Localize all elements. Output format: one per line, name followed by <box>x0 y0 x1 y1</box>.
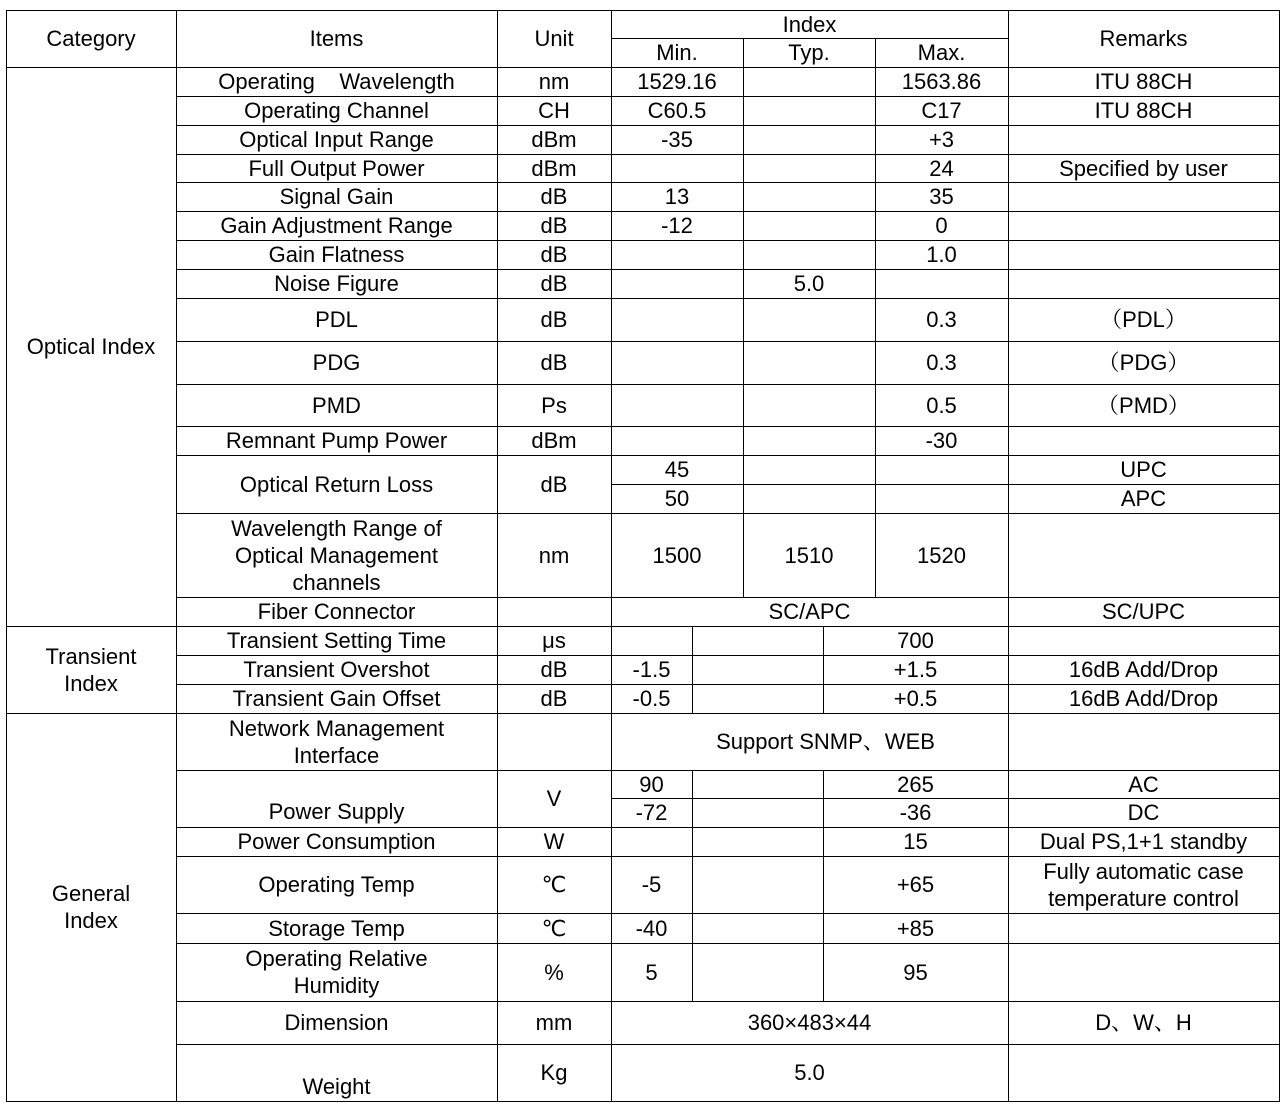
item-min <box>611 341 743 384</box>
item-max: -30 <box>925 428 958 453</box>
item-value: 5.0 <box>794 1060 825 1085</box>
item-unit: Ps <box>541 392 567 418</box>
grid-line-h <box>611 484 1280 485</box>
item-min <box>611 626 692 655</box>
item-typ <box>743 211 875 240</box>
item-name: Transient Gain Offset <box>232 686 441 711</box>
item-max: 1563.86 <box>901 69 982 94</box>
item-name: Operating Channel <box>244 98 429 123</box>
item-min <box>611 154 743 182</box>
item-max <box>875 269 1008 298</box>
grid-line-v <box>1279 10 1280 1102</box>
grid-line-v <box>823 770 824 1002</box>
item-unit: dB <box>540 271 568 296</box>
grid-line-h <box>176 426 1280 427</box>
item-name: Operating Relative Humidity <box>245 946 428 998</box>
grid-line-h <box>176 1044 1280 1045</box>
item-min <box>611 298 743 341</box>
grid-line-v <box>823 626 824 714</box>
grid-line-h <box>176 684 1280 685</box>
item-min: -12 <box>661 213 693 238</box>
grid-line-h <box>176 913 1280 914</box>
item-name: Operating Wavelength <box>218 69 455 94</box>
item-name: Full Output Power <box>248 155 425 181</box>
item-min: 1529.16 <box>637 69 717 94</box>
item-unit: dB <box>540 686 568 711</box>
item-name: Optical Return Loss <box>239 471 434 497</box>
item-max: 265 <box>897 771 934 797</box>
item-name: Network Management Interface <box>228 715 445 768</box>
item-name: PMD <box>312 392 361 418</box>
grid-line-v <box>692 770 693 1002</box>
item-min: 5 <box>645 959 658 985</box>
item-min <box>611 827 692 856</box>
grid-line-h <box>176 943 1280 944</box>
item-remark <box>1008 913 1279 943</box>
item-max: C17 <box>921 98 962 123</box>
item-remark: （PDG） <box>1097 350 1190 375</box>
grid-line-v <box>6 10 7 1102</box>
grid-line-h <box>176 827 1280 828</box>
grid-line-h <box>176 96 1280 97</box>
grid-line-v <box>176 10 177 1102</box>
item-remark <box>1008 211 1279 240</box>
item-min <box>611 240 743 269</box>
item-typ <box>743 341 875 384</box>
header-items: Items <box>309 26 364 51</box>
grid-line-h <box>176 513 1280 514</box>
item-unit: dBm <box>531 127 577 152</box>
item-remark: 16dB Add/Drop <box>1068 657 1219 682</box>
item-unit: dB <box>540 350 568 375</box>
item-max: +1.5 <box>893 657 938 682</box>
item-name: Noise Figure <box>274 271 399 296</box>
grid-line-h <box>176 1001 1280 1002</box>
item-remark: D、W、H <box>1095 1010 1192 1035</box>
grid-line-v <box>611 10 612 1102</box>
item-max: 1520 <box>917 542 966 568</box>
item-remark: DC <box>1127 800 1160 825</box>
category-general: General Index <box>51 881 131 933</box>
item-max: +3 <box>928 127 955 152</box>
grid-line-h <box>6 1101 1280 1102</box>
grid-line-h <box>176 597 1280 598</box>
item-min: -1.5 <box>632 657 671 682</box>
item-unit: dBm <box>531 155 577 181</box>
item-name: Transient Overshot <box>243 657 430 682</box>
item-unit: V <box>546 786 562 811</box>
header-unit: Unit <box>534 26 574 51</box>
item-remark: Fully automatic case temperature control <box>1043 858 1244 911</box>
grid-line-h <box>611 38 1009 39</box>
item-max: 700 <box>897 628 934 653</box>
grid-line-h <box>176 182 1280 183</box>
item-value: 360×483×44 <box>747 1010 872 1035</box>
item-max: 1.0 <box>926 242 957 267</box>
item-name: Storage Temp <box>268 915 405 941</box>
item-max: +0.5 <box>893 686 938 711</box>
item-unit: W <box>543 829 565 854</box>
item-min: -5 <box>641 872 662 897</box>
item-unit: dBm <box>531 428 577 453</box>
grid-line-v <box>1008 10 1009 1102</box>
item-unit: μs <box>542 628 566 653</box>
item-remark: （PDL） <box>1100 307 1187 332</box>
grid-line-h <box>176 298 1280 299</box>
item-name: Remnant Pump Power <box>225 428 448 453</box>
item-name: Power Supply <box>268 799 405 824</box>
item-unit <box>497 597 611 626</box>
item-name: Gain Adjustment Range <box>220 213 453 238</box>
grid-line-h <box>176 770 1280 771</box>
grid-line-v <box>743 38 744 598</box>
item-name: Dimension <box>284 1010 389 1035</box>
item-min: 50 <box>664 486 690 511</box>
item-remark: 16dB Add/Drop <box>1068 686 1219 711</box>
grid-line-h <box>176 655 1280 656</box>
item-typ: 1510 <box>784 542 834 568</box>
item-min: -0.5 <box>632 686 671 711</box>
grid-line-h <box>176 341 1280 342</box>
item-unit: nm <box>538 69 570 94</box>
grid-line-h <box>176 240 1280 241</box>
header-min: Min. <box>656 40 698 65</box>
item-unit: Kg <box>540 1060 568 1085</box>
category-optical: Optical Index <box>26 334 156 359</box>
item-max: +65 <box>896 872 935 897</box>
item-name: Signal Gain <box>279 184 394 209</box>
grid-line-h <box>6 10 1280 11</box>
grid-line-h <box>611 798 1280 799</box>
item-max: +85 <box>896 915 935 941</box>
item-min: -40 <box>635 915 668 941</box>
item-typ <box>743 240 875 269</box>
item-remark: UPC <box>1120 457 1167 482</box>
item-remark: Specified by user <box>1059 155 1228 181</box>
item-remark <box>1008 713 1279 770</box>
item-max: 0.3 <box>926 350 957 375</box>
item-typ <box>743 426 875 455</box>
item-min: 1500 <box>652 542 702 568</box>
item-min <box>611 269 743 298</box>
item-unit: dB <box>540 471 568 497</box>
item-name: PDL <box>315 307 358 332</box>
item-remark <box>1008 513 1279 597</box>
item-name: Fiber Connector <box>257 599 416 624</box>
item-remark: ITU 88CH <box>1094 98 1193 123</box>
item-unit: dB <box>540 657 568 682</box>
item-name: Wavelength Range of Optical Management channels <box>231 515 442 595</box>
item-unit: nm <box>538 542 570 568</box>
item-min: C60.5 <box>647 98 707 123</box>
item-remark: AC <box>1128 771 1159 797</box>
item-typ: 5.0 <box>793 271 825 296</box>
item-value: Support SNMP、WEB <box>716 729 935 754</box>
item-typ <box>743 298 875 341</box>
item-unit: dB <box>540 242 568 267</box>
item-min: -35 <box>661 127 693 152</box>
item-unit: dB <box>540 184 568 209</box>
item-name: Transient Setting Time <box>226 628 447 653</box>
item-remark: APC <box>1120 486 1167 511</box>
item-min: 13 <box>664 184 690 209</box>
item-remark <box>1008 426 1279 455</box>
item-name: PDG <box>312 350 361 375</box>
item-min <box>611 426 743 455</box>
item-typ <box>743 125 875 154</box>
item-max: 0.5 <box>926 392 957 418</box>
item-unit: dB <box>540 307 568 332</box>
item-max: 24 <box>929 155 954 181</box>
item-max: 95 <box>903 959 928 985</box>
item-name: Power Consumption <box>237 829 436 854</box>
item-remark: Dual PS,1+1 standby <box>1039 829 1248 854</box>
grid-line-h <box>6 67 1280 68</box>
header-index: Index <box>782 11 837 37</box>
header-category: Category <box>46 26 136 51</box>
category-transient: Transient Index <box>45 643 137 696</box>
item-remark <box>1008 1044 1279 1101</box>
item-typ <box>743 182 875 211</box>
item-unit: dB <box>540 213 568 238</box>
item-max: 35 <box>929 184 954 209</box>
item-unit: mm <box>535 1010 573 1035</box>
item-unit: ℃ <box>541 872 567 897</box>
grid-line-h <box>176 856 1280 857</box>
grid-line-h <box>176 455 1280 456</box>
item-name: Gain Flatness <box>268 242 405 267</box>
item-remark <box>1008 240 1279 269</box>
item-typ <box>743 67 875 96</box>
item-max: 0 <box>935 213 948 238</box>
item-typ <box>743 154 875 182</box>
item-typ <box>743 96 875 125</box>
item-unit: CH <box>538 98 570 123</box>
grid-line-h <box>6 626 1280 627</box>
item-remark: SC/UPC <box>1101 599 1186 624</box>
item-unit: ℃ <box>541 915 567 941</box>
grid-line-v <box>692 626 693 714</box>
header-max: Max. <box>917 40 966 65</box>
item-remark <box>1008 182 1279 211</box>
item-min: 90 <box>639 771 664 797</box>
item-remark <box>1008 125 1279 154</box>
item-min <box>611 384 743 426</box>
item-min: 45 <box>664 457 690 482</box>
grid-line-h <box>176 125 1280 126</box>
grid-line-h <box>176 211 1280 212</box>
item-max: -36 <box>899 800 932 825</box>
item-max: 0.3 <box>926 307 957 332</box>
item-min: -72 <box>635 800 668 825</box>
grid-line-h <box>176 154 1280 155</box>
item-remark <box>1008 626 1279 655</box>
item-name: Weight <box>302 1074 371 1099</box>
item-remark: ITU 88CH <box>1094 69 1193 94</box>
item-name: Operating Temp <box>258 872 415 897</box>
item-max: 15 <box>903 829 928 854</box>
header-typ: Typ. <box>788 40 830 65</box>
item-unit: % <box>544 959 564 985</box>
grid-line-v <box>497 10 498 1102</box>
item-typ <box>743 384 875 426</box>
header-remarks: Remarks <box>1099 26 1188 51</box>
grid-line-v <box>875 38 876 598</box>
grid-line-h <box>176 384 1280 385</box>
item-name: Optical Input Range <box>239 127 434 152</box>
item-remark <box>1008 943 1279 1001</box>
item-value: SC/APC <box>768 599 851 624</box>
grid-line-h <box>6 713 1280 714</box>
item-unit <box>497 713 611 770</box>
item-remark <box>1008 269 1279 298</box>
item-remark: （PMD） <box>1097 392 1190 418</box>
grid-line-h <box>176 269 1280 270</box>
